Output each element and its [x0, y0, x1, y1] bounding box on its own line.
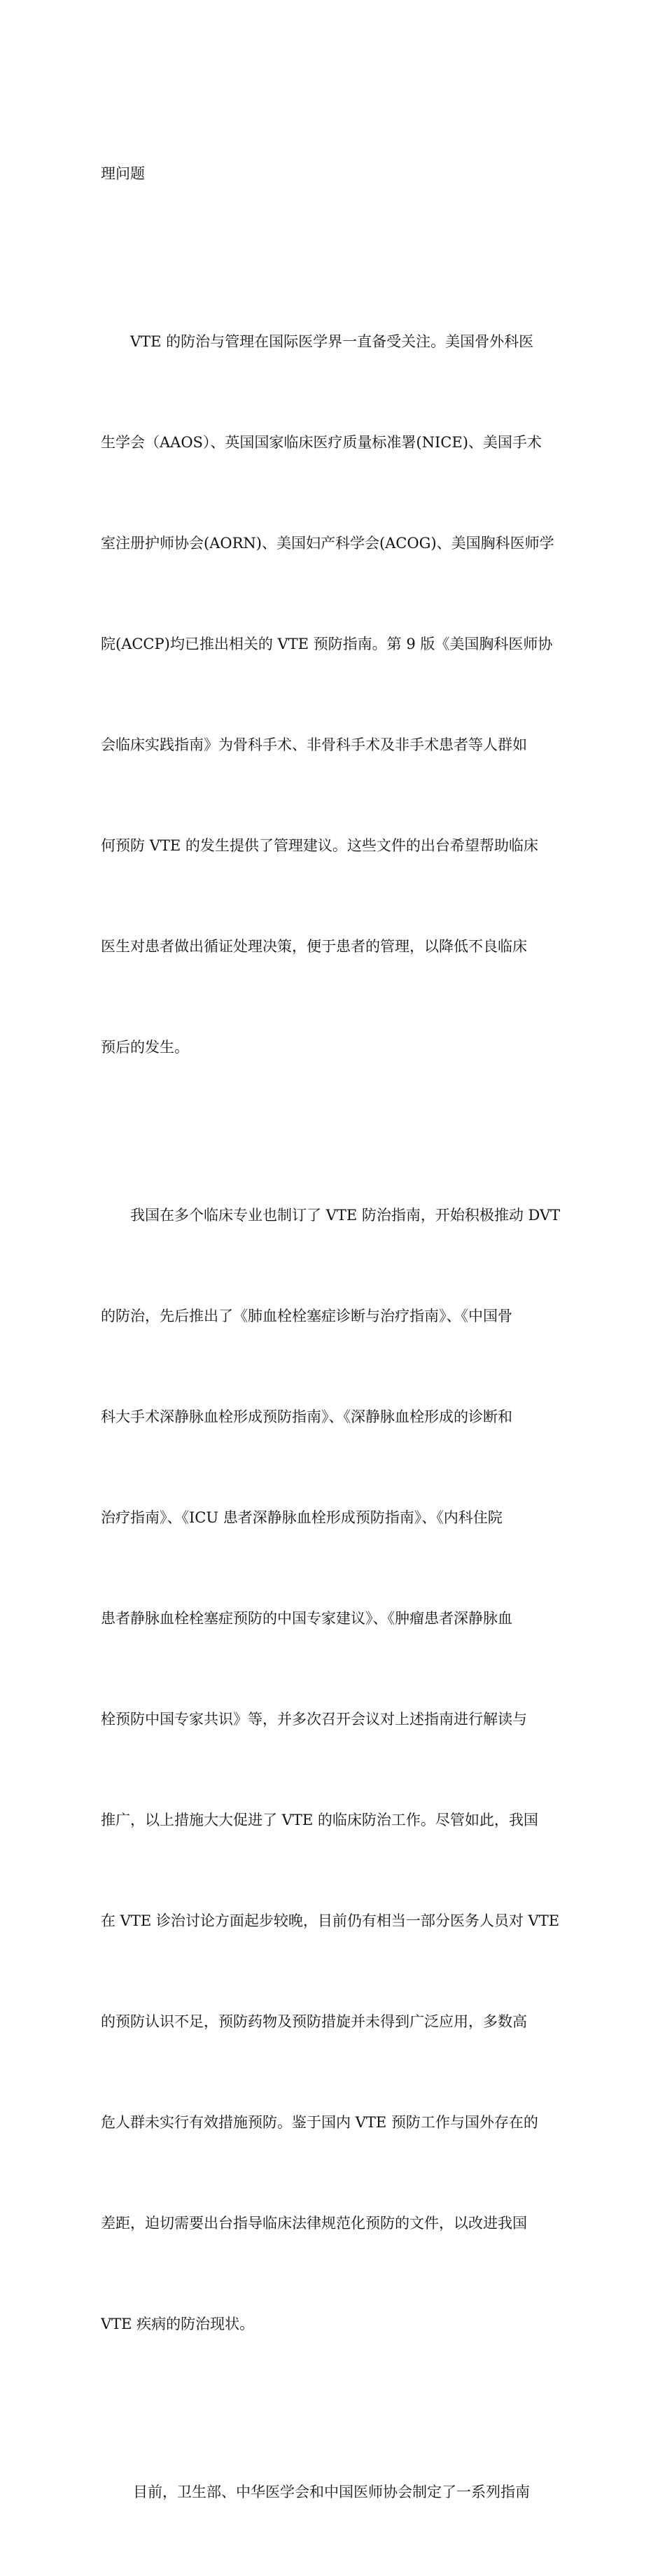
text-line: 患者静脉血栓栓塞症预防的中国专家建议》、《肿瘤患者深静脉血 [101, 1610, 512, 1627]
text-line: 何预防 VTE 的发生提供了管理建议。这些文件的出台希望帮助临床 [101, 837, 538, 854]
text-line: 推广，以上措施大大促进了 VTE 的临床防治工作。尽管如此，我国 [101, 1812, 538, 1828]
text-line: 差距，迫切需要出台指导临床法律规范化预防的文件，以改进我国 [101, 2215, 527, 2232]
text-line: 我国在多个临床专业也制订了 VTE 防治指南，开始积极推动 DVT [130, 1207, 561, 1224]
text-line: 理问题 [101, 165, 145, 182]
text-line: 会临床实践指南》为骨科手术、非骨科手术及非手术患者等人群如 [101, 736, 527, 753]
text-line: 栓预防中国专家共识》等，并多次召开会议对上述指南进行解读与 [101, 1711, 527, 1728]
text-line: 的预防认识不足，预防药物及预防措旋并未得到广泛应用，多数高 [101, 2013, 527, 2030]
text-line: 的防治，先后推出了《肺血栓栓塞症诊断与治疗指南》、《中国骨 [101, 1308, 512, 1324]
text-line: 危人群未实行有效措施预防。鉴于国内 VTE 预防工作与国外存在的 [101, 2114, 538, 2131]
paragraph-continuation [101, 90, 570, 258]
text-line: 院(ACCP)均已推出相关的 VTE 预防指南。第 9 版《美国胸科医师协 [101, 636, 553, 652]
text-line: VTE 的防治与管理在国际医学界一直备受关注。美国骨外科医 [130, 333, 534, 350]
text-line: 科大手术深静脉血栓形成预防指南》、《深静脉血栓形成的诊断和 [101, 1408, 512, 1425]
text-line: 在 VTE 诊治讨论方面起步较晚，目前仍有相当一部分医务人员对 VTE [101, 1912, 560, 1929]
text-line: 医生对患者做出循证处理决策，便于患者的管理，以降低不良临床 [101, 938, 527, 955]
text-line: 治疗指南》、《ICU 患者深静脉血栓形成预防指南》、《内科住院 [101, 1509, 503, 1526]
paragraph-international-guidelines [101, 258, 570, 1131]
text-line: 目前，卫生部、中华医学会和中国医师协会制定了一系列指南 [133, 2484, 530, 2500]
document-body [101, 90, 570, 2576]
paragraph-domestic-guidelines [101, 1131, 570, 2408]
text-line: 生学会（AAOS）、英国国家临床医疗质量标准署(NICE)、美国手术 [101, 434, 542, 451]
text-line: VTE 疾病的防治现状。 [101, 2316, 255, 2332]
text-line: 预后的发生。 [101, 1039, 189, 1056]
paragraph-current-status [101, 2408, 570, 2576]
text-line: 室注册护师协会(AORN)、美国妇产科学会(ACOG)、美国胸科医师学 [101, 535, 554, 552]
